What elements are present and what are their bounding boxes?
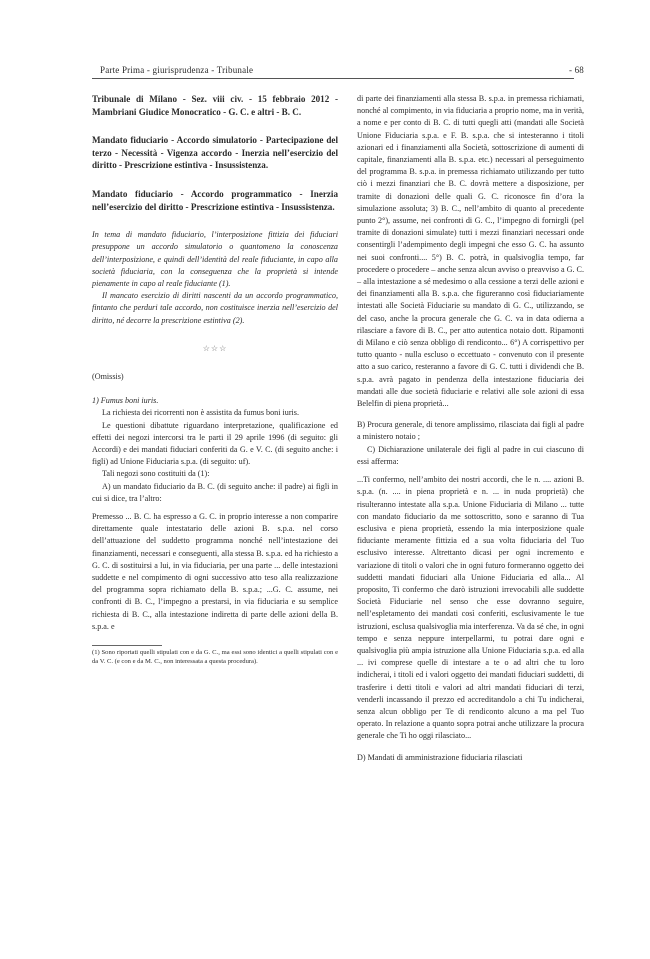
paragraph-1: La richiesta dei ricorrenti non è assistita da fumus boni iuris. [102,408,299,418]
quote-dichiarazione: ...Ti confermo, nell’ambito dei nostri accordi, che le n. .... azioni B. s.p.a. (n. .... in piena proprietà e n. ... in nuda proprietà) che risulteranno intestate alla s.p.a. Unione Fiduciaria di Milano ... tutte con mandato fiduciario da me sottoscritto, sono e saranno di Tua esclusiva e piena proprietà, essendo la mia interposizione quale fiduciante meramente fittizia ed a sua volta fiduciaria del Tuo esclusivo interesse. Altrettanto dicasi per ogni incremento e variazione di titoli o valori che in ogni futuro formeranno oggetto dei suddetti mandati fiduciari alla Unione Fiduciaria ed alla... Al proposito, Ti confermo che darò istruzioni irrevocabili alle suddette Società Fiduciarie nel senso che esse dovranno seguire, nell’espletamento dei mandati così conferiti, esclusivamente le tue istruzioni, esclusa qualsivoglia mia interferenza. Va da sé che, in ogni tempo e senza neppure interpellarmi, tu potrai dare ogni e qualsivoglia più ampia istruzione alla Unione Fiduciaria s.p.a. ed alla ... ivi comprese quelle di intestare a te o ad altri che tu loro indicherai, i titoli ed i valori oggetto dei mandati fiduciari suddetti, di trasferire i detti titoli e valori ad altri mandati fiduciari di terzi, venderli incassando il prezzo ed accreditandolo a chi Tu indicherai, senza alcun obbligo per Te di rendiconto alcuno a ma pel Tuo operato. In relazione a quanto sopra potrai anche utilizzare la procura generale che Ti ho oggi rilasciato... [357,475,584,741]
paragraph-d: D) Mandati di amministrazione fiduciaria rilasciati [357,752,523,762]
maxim-2: Il mancato esercizio di diritti nascenti da un accordo programmatico, fintanto che perduri tale accordo, non costituisce inerzia nell’esercizio del diritto, né decorre la prescrizione estintiva (2). [92,291,338,325]
header-rule [92,78,574,79]
footnote-1: (1) Sono riportati quelli stipulati con e da G. C., ma essi sono identici a quelli stipulati con e da V. C. (e con e da M. C., non interessata a questa procedura). [92,649,338,665]
heading-massima-2: Mandato fiduciario - Accordo programmatico - Inerzia nell’esercizio del diritto - Prescrizione estintiva - Insussistenza. [92,188,338,212]
quote-mandato-continued: di parte dei finanziamenti alla stessa B. s.p.a. in premessa richiamati, nonché al compimento, in via fiduciaria a proprio nome, ma in verità, a nome e per conto di B. C. di tutti quegli atti (mandati alle Società Unione Fiduciaria s.p.a. e F. B. s.p.a. che si intesteranno i titoli azionari ed i finanziamenti alla Società, sottoscrizione di aumenti di capitale, finanziamenti alla B. s.p.a. etc.) necessari al perseguimento del programma B. s.p.a. in premessa richiamato utilizzando per tutto ciò i mezzi finanziari che B. C. dovrà mettere a disposizione, per tramite di donazioni delle quali G. C. riconosce fin d’ora la simulazione assoluta; 3) B. C., nell’ambito di quanto al precedente punto 2°), assume, nei confronti di G. C., l’impegno di fornirgli (pel tramite di donazioni simulate) tutti i mezzi finanziari necessari onde consentirgli l’adempimento degli impegni che esso G. C. ha assunto nei suoi confronti.... 5°) B. C. potrà, in qualsivoglia tempo, far procedere o procedere – anche senza alcun avviso o preavviso a G. C. – alla intestazione a sé medesimo o alla cessione a terzi delle azioni e dei finanziamenti alla B. s.p.a. che figureranno così fiduciariamente intestati alle Società Fiduciarie su mandato di G. C., utilizzando, se del caso, anche la procura generale che G. C. va in data odierna a rilasciare a favore di B. C., per atto autentica notaio dott. Ripamonti di Milano e ciò senza obbligo di rendiconto... 6°) A corrispettivo per tutto quanto - nulla escluso o eccettuato - convenuto con il presente atto a suo carico, resteranno a favore di G. C. tutti i dividendi che B. s.p.a. avrà pagato in pendenza della intestazione fiduciaria dei mandati alle due società fiduciarie e relativi alle sole azioni di essa Belelfin di piena proprietà... [357,94,584,409]
maxim-1: In tema di mandato fiduciario, l’interposizione fittizia dei fiduciari presuppone un accordo simulatorio o quantomeno la conoscenza dell’interposizione, e quindi dell’identità del reale fiduciante, in capo alla società fiduciaria, con la conseguenza che la proprietà si intende pienamente in capo al reale fiduciante (1). [92,230,338,288]
right-column [357,93,584,764]
section-fumus: 1) Fumus boni iuris. [92,396,159,406]
running-title: Parte Prima - giurisprudenza - Tribunale [100,65,254,75]
quote-mandato: Premesso ... B. C. ha espresso a G. C. in proprio interesse a non comparire direttamente quale intestatario delle azioni B. s.p.a. nel corso dell’attuazione del suddetto programma nonché nell’intestazione dei finanziamenti, necessari e conseguenti, alla stessa B. s.p.a. ed ha richiesto a G. C. di sostituirsi a lui, in via fiduciaria, per una parte ... delle intestazioni suddette e nel compimento di ogni successivo atto teso alla realizzazione del programma sopra richiamato della B. s.p.a.; ...G. C. assume, nei confronti di B. C., l’impegno a prestarsi, in via fiduciaria e su semplice richiesta di B. C., alla intestazione indiretta di parte delle azioni della B. s.p.a. e [92,512,338,631]
paragraph-3: Tali negozi sono costituiti da (1): [102,469,210,479]
heading-massima-1: Mandato fiduciario - Accordo simulatorio - Partecipazione del terzo - Necessità - Vigenza accordo - Inerzia nell’esercizio del diritto - Prescrizione estintiva - Insussistenza. [92,135,338,171]
left-column [92,93,338,666]
footnote-rule [92,645,162,646]
paragraph-2: Le questioni dibattute riguardano interpretazione, qualificazione ed effetti dei negozi intercorsi tra le parti il 29 aprile 1996 (di seguito: gli Accordi) e dei mandati fiduciari conferiti da G. e V. C. (di seguito anche: i figli) ad Unione Fiduciaria s.p.a. (di seguito: uf). [92,420,338,467]
section-stars: ☆☆☆ [202,343,228,353]
paragraph-c: C) Dichiarazione unilaterale dei figli al padre in cui ciascuno di essi afferma: [357,444,584,466]
page-number: - 68 [568,65,584,75]
omissis: (Omissis) [92,371,124,381]
paragraph-b: B) Procura generale, di tenore amplissimo, rilasciata dai figli al padre a ministero notaio ; [357,420,584,442]
court-line: Tribunale di Milano - Sez. viii civ. - 15 febbraio 2012 - Mambriani Giudice Monocratico - G. C. e altri - B. C. [92,94,338,117]
paragraph-4: A) un mandato fiduciario da B. C. (di seguito anche: il padre) ai figli in cui si dice, tra l’altro: [92,481,338,503]
running-header [92,63,584,79]
